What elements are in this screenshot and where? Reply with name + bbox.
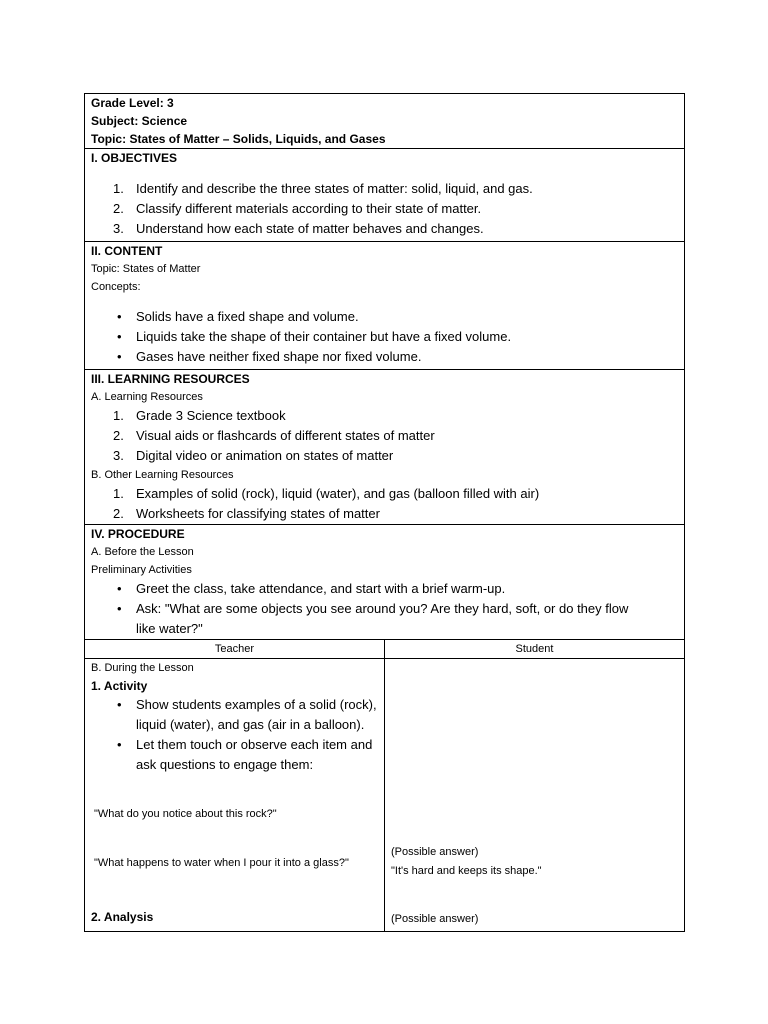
content-topic: Topic: States of Matter: [91, 263, 201, 275]
list-item: 2. Worksheets for classifying states of matter: [113, 506, 380, 521]
list-item: • Solids have a fixed shape and volume.: [91, 307, 678, 327]
resources-b-list: [91, 484, 678, 524]
before-lesson-label: A. Before the Lesson: [91, 546, 194, 558]
analysis-heading: 2. Analysis: [91, 910, 154, 924]
list-item: 3. Digital video or animation on states of matter: [113, 448, 394, 463]
bullet-icon: •: [117, 581, 122, 596]
table-body-row: [85, 659, 684, 931]
grade-level: Grade Level: 3: [91, 96, 174, 110]
list-item: 2. Classify different materials according to their state of matter.: [113, 201, 482, 216]
bullet-icon: •: [117, 601, 122, 616]
bullet-icon: •: [117, 309, 122, 324]
possible-answer-label: (Possible answer): [391, 846, 479, 858]
resources-b-label: B. Other Learning Resources: [91, 469, 234, 481]
resources-a-list: [91, 406, 678, 466]
student-column-header: Student: [515, 643, 554, 655]
topic: Topic: States of Matter – Solids, Liquids, and Gases: [91, 132, 386, 146]
bullet-icon: •: [117, 349, 122, 364]
concepts-list: [91, 307, 678, 367]
bullet-icon: •: [117, 697, 122, 712]
resources-heading: III. LEARNING RESOURCES: [91, 372, 250, 386]
content-section: [85, 242, 684, 370]
table-header-row: [85, 640, 684, 659]
procedure-heading: IV. PROCEDURE: [91, 527, 185, 541]
lesson-plan-document: [84, 93, 685, 932]
concepts-label: Concepts:: [91, 281, 141, 293]
bullet-icon: •: [117, 329, 122, 344]
list-item: 1. Identify and describe the three states of matter: solid, liquid, and gas.: [113, 181, 533, 196]
list-item: 2. Visual aids or flashcards of different states of matter: [113, 428, 435, 443]
resources-section: [85, 370, 684, 525]
procedure-section: [85, 525, 684, 640]
preliminary-list: [91, 579, 678, 639]
list-item: 1. Grade 3 Science textbook: [113, 408, 286, 423]
activity-list: [91, 695, 378, 775]
list-item: 1. Examples of solid (rock), liquid (water), and gas (balloon filled with air): [113, 486, 540, 501]
preliminary-label: Preliminary Activities: [91, 564, 192, 576]
objectives-list: [91, 179, 678, 239]
objectives-section: [85, 149, 684, 242]
teacher-column-header: Teacher: [85, 640, 385, 658]
teacher-column: [85, 659, 385, 931]
possible-answer-text: "It's hard and keeps its shape.": [391, 865, 542, 877]
list-item: • Show students examples of a solid (rock), liquid (water), and gas (air in a balloon).: [117, 697, 377, 732]
objectives-heading: I. OBJECTIVES: [91, 151, 178, 165]
list-item: • Ask: "What are some objects you see around you? Are they hard, soft, or do they flow like water?": [117, 601, 629, 636]
header-section: [85, 94, 684, 149]
list-item: • Gases have neither fixed shape nor fixed volume.: [91, 347, 678, 367]
list-item: • Liquids take the shape of their container but have a fixed volume.: [91, 327, 678, 347]
bullet-icon: •: [117, 737, 122, 752]
question-water: "What happens to water when I pour it into a glass?": [94, 857, 349, 869]
list-item: • Let them touch or observe each item and ask questions to engage them:: [117, 737, 373, 772]
question-rock: "What do you notice about this rock?": [94, 808, 277, 820]
student-column: [385, 659, 684, 931]
possible-answer-label: (Possible answer): [391, 913, 479, 925]
during-lesson-label: B. During the Lesson: [91, 662, 194, 674]
list-item: 3. Understand how each state of matter behaves and changes.: [113, 221, 484, 236]
list-item: • Greet the class, take attendance, and start with a brief warm-up.: [91, 579, 678, 599]
subject: Subject: Science: [91, 114, 188, 128]
resources-a-label: A. Learning Resources: [91, 391, 203, 403]
content-heading: II. CONTENT: [91, 244, 163, 258]
activity-heading: 1. Activity: [91, 679, 148, 693]
